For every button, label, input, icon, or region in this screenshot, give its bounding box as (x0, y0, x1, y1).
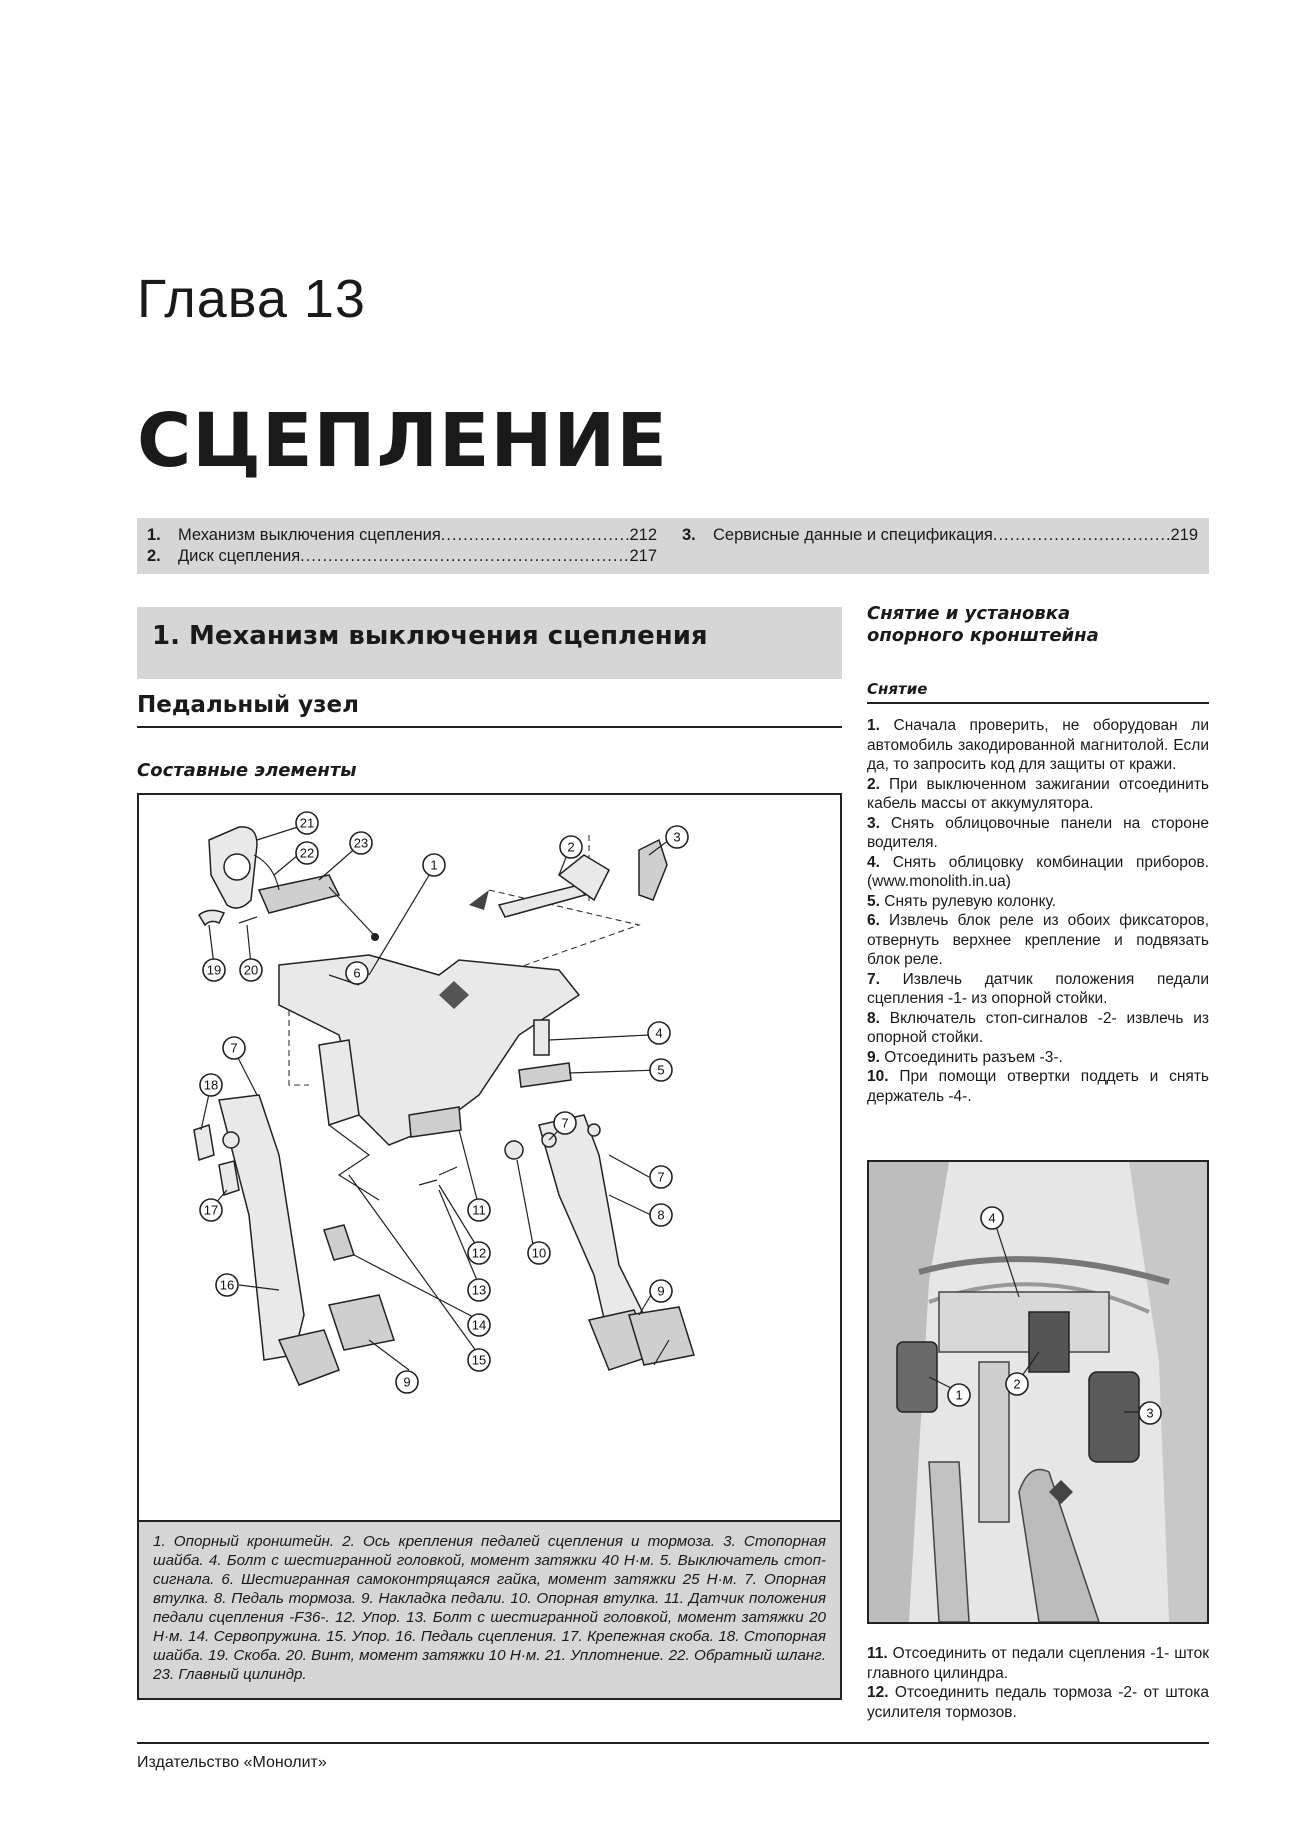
step-text: При выключенном зажигании отсоединить кабель массы от аккумулятора. (867, 775, 1210, 812)
svg-text:7: 7 (230, 1040, 238, 1056)
callout-14 (468, 1314, 490, 1336)
chapter-label: Глава 13 (137, 269, 366, 329)
components-label: Составные элементы (137, 760, 357, 781)
step-number: 2. (867, 775, 880, 793)
installation-photo (867, 1160, 1209, 1624)
step-number: 1. (867, 717, 880, 734)
callout-2 (560, 836, 582, 858)
svg-text:8: 8 (657, 1207, 665, 1223)
callout-23 (350, 832, 372, 854)
step-item (867, 1048, 1209, 1068)
step-text: Снять облицовочные панели на стороне водителя. (867, 814, 1209, 851)
toc-leader (441, 526, 630, 545)
seal-hole (224, 854, 250, 880)
toc-text: Механизм выключения сцепления (178, 526, 441, 544)
step-number: 11. (867, 1645, 888, 1662)
callout-20 (240, 959, 262, 981)
toc-entry[interactable] (147, 526, 657, 545)
svg-text:22: 22 (299, 845, 315, 861)
step-item (867, 1683, 1209, 1722)
step-number: 7. (867, 970, 880, 988)
step-text: Отсоединить разъем -3-. (884, 1048, 1063, 1066)
callout-19 (203, 959, 225, 981)
callout-21 (296, 812, 318, 834)
callout-7b (554, 1112, 576, 1134)
step-item (867, 892, 1209, 912)
master-cylinder-rod (329, 887, 374, 935)
svg-text:17: 17 (203, 1202, 219, 1218)
removal-steps-continued (867, 1644, 1209, 1722)
callout-5 (650, 1059, 672, 1081)
bolt-13-part (419, 1167, 457, 1185)
toc-leader (993, 526, 1171, 545)
photo-callout-2 (1006, 1373, 1028, 1395)
photo-callout-4 (981, 1207, 1003, 1229)
step-number: 3. (867, 814, 880, 832)
clip-part (199, 910, 224, 925)
step-text: При помощи отвертки поддеть и снять держатель -4-. (867, 1068, 1209, 1105)
step-item (867, 1067, 1209, 1106)
svg-text:7: 7 (561, 1115, 569, 1131)
bushing-10-part (505, 1141, 523, 1159)
retaining-washer-part (194, 1125, 214, 1160)
bolt-part (534, 1020, 549, 1055)
axle-part (499, 885, 585, 917)
footer-rule (137, 1742, 1209, 1744)
stop-15-part (324, 1225, 354, 1260)
callout-11 (468, 1199, 490, 1221)
subsection-rule (137, 726, 842, 728)
svg-text:5: 5 (657, 1062, 665, 1078)
servo-spring (329, 1125, 379, 1200)
step-number: 4. (867, 853, 880, 871)
svg-text:2: 2 (567, 839, 575, 855)
callout-8 (650, 1204, 672, 1226)
publisher-footer: Издательство «Монолит» (137, 1754, 327, 1771)
table-of-contents (137, 518, 1209, 574)
step-item (867, 911, 1209, 970)
svg-text:10: 10 (531, 1245, 547, 1261)
removal-steps (867, 716, 1209, 1106)
leader-line (569, 1070, 659, 1073)
svg-text:14: 14 (471, 1317, 487, 1333)
svg-text:12: 12 (471, 1245, 487, 1261)
lock-washer-part (639, 840, 667, 900)
svg-text:11: 11 (472, 1202, 486, 1218)
svg-text:4: 4 (655, 1025, 663, 1041)
return-hose (254, 855, 279, 890)
leader-line (549, 1035, 649, 1040)
step-text: Отсоединить педаль тормоза -2- от штока усилителя тормозов. (867, 1684, 1209, 1721)
svg-text:1: 1 (955, 1387, 963, 1403)
step-number: 12. (867, 1684, 889, 1701)
toc-text: Сервисные данные и спецификация (713, 526, 993, 544)
leader-line (609, 1155, 649, 1177)
step-item (867, 814, 1209, 853)
step-item (867, 853, 1209, 892)
photo-callout-1 (948, 1384, 970, 1406)
leader-line (609, 1195, 651, 1215)
bushing-7b-part (588, 1124, 600, 1136)
svg-text:23: 23 (353, 835, 369, 851)
brake-pedal-part (539, 1115, 644, 1340)
diagram-caption: 1. Опорный кронштейн. 2. Ось крепления педалей сцепления и тормоза. 3. Стопорная шайба. 4. Болт с шестигранной головкой, момент затяжки 40 Н·м. 5. Выключатель стоп-сигнала. 6. Шестигранная самоконтрящаяся гайка, момент затяжки 25 Н·м. 7. Опорная втулка. 8. Педаль тормоза. 9. Накладка педали. 10. Опорная втулка. 11. Датчик положения педали сцепления -F36-. 12. Упор. 13. Болт с шестигранной головкой, момент затяжки 20 Н·м. 14. Сервопружина. 15. Упор. 16. Педаль сцепления. 17. Крепежная скоба. 18. Стопорная шайба. 19. Скоба. 20. Винт, момент затяжки 10 Н·м. 21. Уплотнение. 22. Обратный шланг. 23. Главный цилиндр. (137, 1522, 842, 1700)
toc-number: 2. (147, 547, 161, 565)
svg-text:2: 2 (1013, 1376, 1021, 1392)
master-cylinder-part (259, 875, 339, 913)
bushing-part (223, 1132, 239, 1148)
toc-page: 217 (629, 547, 657, 565)
photo-drawing (869, 1162, 1207, 1622)
svg-text:3: 3 (1146, 1405, 1154, 1421)
svg-text:19: 19 (206, 962, 222, 978)
callout-9b (396, 1371, 418, 1393)
toc-leader (300, 547, 629, 566)
step-item (867, 970, 1209, 1009)
callout-22 (296, 842, 318, 864)
section-heading-text: 1. Механизм выключения сцепления (152, 621, 708, 651)
callout-6 (346, 962, 368, 984)
toc-text: Диск сцепления (178, 547, 301, 565)
callout-7 (223, 1037, 245, 1059)
step-number: 9. (867, 1048, 880, 1066)
callout-13 (468, 1279, 490, 1301)
svg-text:16: 16 (219, 1277, 235, 1293)
svg-text:1: 1 (430, 857, 438, 873)
svg-text:9: 9 (657, 1283, 665, 1299)
svg-text:9: 9 (403, 1374, 411, 1390)
clutch-pad-part (279, 1330, 339, 1385)
leader-line (459, 1130, 479, 1207)
leader-line (369, 1340, 409, 1370)
svg-text:18: 18 (203, 1077, 219, 1093)
toc-number: 3. (682, 526, 696, 544)
photo-callout-3 (1139, 1402, 1161, 1424)
callout-3 (666, 826, 688, 848)
removal-rule (867, 702, 1209, 704)
section-heading (137, 607, 842, 679)
step-item (867, 716, 1209, 775)
svg-text:4: 4 (988, 1210, 996, 1226)
step-text: Включатель стоп-сигналов -2- извлечь из опорной стойки. (867, 1009, 1209, 1046)
leader-line (369, 867, 434, 975)
step-number: 6. (867, 912, 880, 929)
chapter-title: СЦЕПЛЕНИЕ (137, 398, 668, 484)
brake-switch-part (519, 1063, 571, 1087)
toc-entry[interactable] (682, 526, 1198, 545)
callout-15 (468, 1349, 490, 1371)
pedal-assembly-drawing (139, 795, 840, 1520)
callout-4 (648, 1022, 670, 1044)
svg-text:6: 6 (353, 965, 361, 981)
callout-12 (468, 1242, 490, 1264)
step-text: Извлечь датчик положения педали сцепления -1- из опорной стойки. (867, 970, 1210, 1007)
svg-text:15: 15 (471, 1352, 487, 1368)
callout-7c (650, 1166, 672, 1188)
toc-page: 212 (629, 526, 657, 544)
rod-end (371, 933, 379, 941)
callout-9 (650, 1280, 672, 1302)
callout-16 (216, 1274, 238, 1296)
svg-text:21: 21 (299, 815, 315, 831)
step-number: 10. (867, 1068, 889, 1085)
callout-18 (200, 1074, 222, 1096)
callout-17 (200, 1199, 222, 1221)
right-heading: Снятие и установка опорного кронштейна (867, 603, 1099, 646)
step-item (867, 1644, 1209, 1683)
step-item (867, 1009, 1209, 1048)
removal-label: Снятие (867, 680, 928, 698)
arrow-mark (469, 890, 489, 910)
toc-number: 1. (147, 526, 161, 544)
pedal-assembly-diagram (137, 793, 842, 1522)
step-text: Отсоединить от педали сцепления -1- шток главного цилиндра. (867, 1645, 1209, 1682)
clutch-pad-9-part (329, 1295, 394, 1350)
svg-text:7: 7 (657, 1169, 665, 1185)
callout-1 (423, 854, 445, 876)
step-text: Извлечь блок реле из обоих фиксаторов, отвернуть верхнее крепление и подвязать блок реле. (867, 912, 1209, 968)
subsection-heading: Педальный узел (137, 692, 359, 718)
toc-entry[interactable] (147, 547, 657, 566)
screw-part (239, 917, 257, 923)
svg-text:13: 13 (471, 1282, 487, 1298)
step-number: 8. (867, 1009, 880, 1027)
step-text: Снять рулевую колонку. (884, 892, 1057, 910)
svg-text:3: 3 (673, 829, 681, 845)
step-number: 5. (867, 892, 880, 910)
step-text: Снять облицовку комбинации приборов. (www.monolith.in.ua) (867, 853, 1209, 890)
leader-line (517, 1160, 534, 1250)
step-text: Сначала проверить, не оборудован ли автомобиль закодированной магнитолой. Если да, то запросить код для защиты от кражи. (867, 717, 1210, 773)
toc-page: 219 (1170, 526, 1198, 544)
step-item (867, 775, 1209, 814)
callout-10 (528, 1242, 550, 1264)
svg-text:20: 20 (243, 962, 259, 978)
